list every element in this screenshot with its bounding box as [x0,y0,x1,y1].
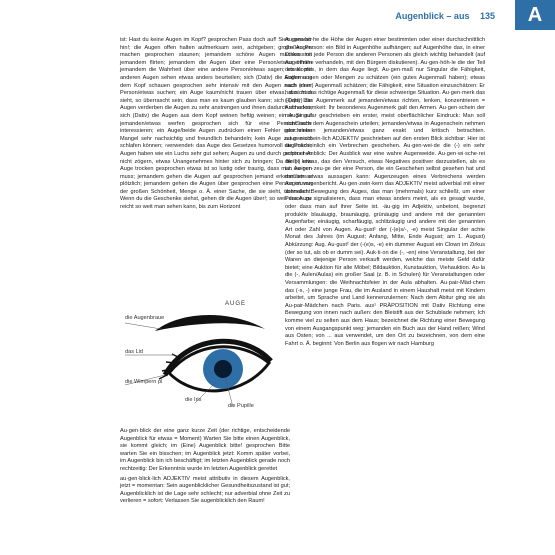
page-number: 135 [479,11,495,21]
left-column [120,37,312,213]
callout-eyelash: die Wimpern pl [125,379,163,385]
callout-iris: die Iris [185,397,202,403]
entry-augenblicklich: au·gen·blick·lich ADJEKTIV meist attributiv in diesem Augenblick, jetzt = momentan: Sein augenblicklicher Gesundheitszustand ist gut; Augenblicklich ist die Lage sehr schlecht; nur adverbial ohne Zeit zu verlieren = sofort: Verlassen Sie augenblicklich den Raum! [120,475,290,505]
right-column-text: Au·gen·hö·he die Höhe der Augen einer bestimmten oder einer durchschnittlich großen Person: ein Bild in Augenhöhe aufhängen; auf Augenhöhe das, in einer Diskussion jede Person die anderen Personen als gleich wichtig behandelt (auf Augenhöhe verhandeln, mit den Bürgern diskutieren). Au·gen·höh·le die der Teil des Kopfes, in dem das Auge liegt. Au·gen·maß nur Singular die Fähigkeit, Entfernungen oder Mengen zu schätzen (ein gutes Augenmaß haben); etwas nach (dem) Augenmaß schätzen; die Fähigkeit, eine Situation einzuschätzen: Er hat nicht das richtige Augenmaß für diese schwierige Situation. Au·gen·merk das (-(e)s) Das Augenmerk auf jemanden/etwas richten, lenken, konzentrieren = Aufmerksamkeit: Ihr besonderes Augenmerk galt den Armen. Au·gen·schein der nur Singular geschrieben ein erster, meist oberflächlicher Eindruck: Man soll nicht nach dem Augenschein urteilen; jemanden/etwas in Augenschein nehmen geschrieben jemanden/etwas ganz exakt und kritisch betrachten. au·gen·schein·lich ADJEKTIV geschrieben auf den ersten Blick sichtbar: Hier ist augenscheinlich ein Verbrechen geschehen. Au·gen·wei·de die (-) ein sehr schöner Anblick: Der Ausblick war eine wahre Augenweide. Au·gen·wi·sche·rei die (-) etwas, das den Versuch, etwas Negatives positiver darzustellen, als es ist. Au·gen·zeu·ge der eine Person, die ein Geschehen selbst gesehen hat und darüber etwas aussagen kann: Augenzeugen eines Verbrechens werden Augenzeugenbericht. Au·gen·zwin·kern das ADJEKTIV meist adverbial mit einer schnellen Bewegung des Auges, das man (mehrmals) kurz schließt, um einer Person zu signalisieren, dass man etwas anders meint, als es gesagt wurde, oder dass man auf ihrer Seite ist. -äu·gig im Adjektiv, unbetont, begrenzt produktiv blauäugig, braunäugig, grünäugig und andere mit der genannten Augenfarbe; einäugig, scharfäugig, schlitzäugig und andere mit der genannten Art oder Zahl von Augen. Au·gust¹ der (-(e)s/-, -e) meist Singular der achte Monat des Jahres (im August; Anfang, Mitte, Ende August; am 1. August) Abkürzung: Aug. Au·gust² der (-(e)s, -e) ein dummer August ein Clown im Zirkus (der so tut, als ob er dumm sei). Auk·ti·on die (-, -en) eine Veranstaltung, bei der Waren an diejenige Person verkauft werden, welche das meiste Geld dafür bietet; eine Auktion für alte Möbel; Bildauktion, Kunstauktion, Viehauktion. Au·la die (-, Aulen/Aulas) ein großer Saal (z. B. in Schulen) für Veranstaltungen oder Versammlungen: die Weihnachtsfeier in der Aula abhalten. Au·pair-Mäd·chen das (-s, -) eine junge Frau, die im Ausland in einem Haushalt meist mit Kindern arbeitet, um Sprache und Land kennenzulernen: Nach dem Abitur ging sie als Au-pair-Mädchen nach Paris. aus¹ PRÄPOSITION mit Dativ Richtung eine Bewegung von innen nach außen: den Bleistift aus der Schublade nehmen; Ich komme viel zu selten aus dem Haus; bezeichnet die Richtung einer Bewegung von einem Ausgangspunkt weg: jemanden ein Buch aus der Hand reißen; Wind aus Osten; von ... aus verwendet, um den Ort zu bezeichnen, von dem eine Fahrt o. Ä. beginnt: Von Berlin aus flogen wir nach Hamburg [285,37,485,347]
callout-pupil: die Pupille [228,403,254,409]
page-header [350,11,495,21]
callout-eyebrow: die Augenbraue [125,315,165,321]
eyebrow-shape [155,315,265,331]
entry-augenblick: Au·gen·blick der eine ganz kurze Zeit (der richtige, entscheidende Augenblick für etwas = Moment) Warten Sie bitte einen Augenblick, sie kommt gleich; im (Eine) Augenblick bitte! gesprochen Bitte warten Sie ein bisschen; im Augenblick jetzt: Komm später vorbei, im Augenblick bin ich beschäftigt; im letzten Augenblick gerade noch rechtzeitig: Der Erkenntnis wurde im letzten Augenblick gerettet [120,428,290,472]
letter-tab: A [515,0,555,30]
illustration-title: AUGE [225,301,247,307]
right-column [285,37,485,349]
bottom-entries [120,428,290,508]
header-title: Augenblick – aus [395,11,470,21]
callout-lid: das Lid [125,349,144,355]
pupil-shape [214,360,232,378]
left-column-text: ist: Hast du keine Augen im Kopf? gesprochen Pass doch auf! Sieh genauer hin!; die Augen offen halten aufmerksam sein, achtgeben; große Augen machen gesprochen staunen; jemandem schöne Augen machen mit jemandem flirten; jemandem die Augen über eine Person/etwas öffnen jemandem die Wahrheit über eine andere Person/etwas sagen; etwas mit anderen Augen sehen etwas anders beurteilen; sich (Dativ) die Augen aus dem Kopf schauen gesprochen sehr intensiv mit den Augen nach einer Person/etwas suchen; ein Auge kaum/nicht trauen über etwas, das man sieht, so überrascht sein, dass man es kaum glauben kann; sich (Dativ) die Augen verderben die Augen zu sehr anstrengen und ihnen dadurch schaden; sich (Dativ) die Augen aus dem Kopf weinen heftig weinen; ein Auge auf jemanden/etwas werfen gesprochen sich für eine Person/Sache interessieren; ein Auge/beide Augen zudrücken einen Fehler oder einen Mangel sehr nachsichtig und freundlich behandeln; kein Auge zutun nicht schlafen können; ›verwendet‹ das Auge des Gesetzes humorvoll die Polizei; Augen haben wie ein Luchs sehr gut sehen; Augen zu und durch gesprochen nicht zögern, etwas Unangenehmes hinter sich zu bringen; Da bleibt kein Auge trocken gesprochen etwas ist so lustig oder traurig, dass man weinen muss; jemandem gehen die Augen auf gesprochen jemand erkennt etwas plötzlich; jemandem gehen die Augen über gesprochen eine Person ist von der großen Schönheit, Menge o. Ä. einer Sache, die sie sieht, überrascht: Wenn du die Geschenke siehst, gehen dir die Augen über!; so weit das Auge reicht so weit man sehen kann, bis zum Horizont [120,37,312,211]
